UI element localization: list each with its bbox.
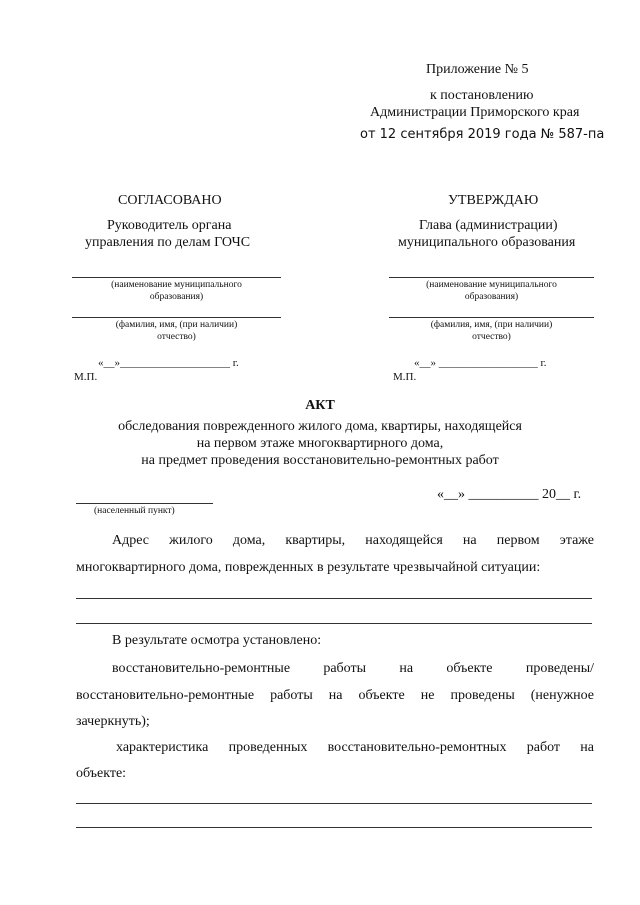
address-line2: многоквартирного дома, поврежденных в результате чрезвычайной ситуации: — [76, 560, 541, 575]
caption-line: (наименование муниципального — [111, 280, 242, 290]
agreed-role-line1: Руководитель органа — [107, 218, 232, 233]
approve-municipality-caption — [389, 279, 594, 303]
approve-stamp-place: М.П. — [393, 371, 417, 383]
characteristic-line2: объекте: — [76, 766, 127, 781]
caption-line: отчество) — [472, 332, 511, 342]
agreed-name-caption — [72, 319, 281, 343]
act-date: «__» __________ 20__ г. — [437, 487, 582, 502]
resolution-date-number: от 12 сентября 2019 года № 587-па — [360, 127, 605, 142]
caption-line: (фамилия, имя, (при наличии) — [430, 320, 553, 330]
resolution-label: к постановлению — [430, 88, 534, 103]
caption-line: (фамилия, имя, (при наличии) — [115, 320, 238, 330]
approve-name-line — [389, 317, 594, 318]
approve-municipality-line — [389, 277, 594, 278]
characteristic-fill-line1 — [76, 803, 592, 804]
works-line2: восстановительно-ремонтные работы на объекте не проведены (ненужное — [76, 688, 594, 703]
administration-name: Администрации Приморского края — [370, 105, 580, 120]
act-subtitle-line3: на предмет проведения восстановительно-ремонтных работ — [141, 453, 499, 468]
caption-line: (наименование муниципального — [426, 280, 557, 290]
caption-line: отчество) — [157, 332, 196, 342]
approve-name-caption — [389, 319, 594, 343]
characteristic-line1: характеристика проведенных восстановительно-ремонтных работ на — [116, 740, 594, 755]
appendix-number: Приложение № 5 — [426, 62, 529, 77]
act-subtitle-line1: обследования поврежденного жилого дома, квартиры, находящейся — [118, 419, 522, 434]
agreed-stamp-place: М.П. — [74, 371, 98, 383]
place-caption: (населенный пункт) — [94, 506, 175, 516]
approve-role-line2: муниципального образования — [398, 235, 576, 250]
place-line — [76, 503, 213, 504]
result-intro: В результате осмотра установлено: — [112, 633, 322, 648]
agreed-municipality-caption — [72, 279, 281, 303]
act-title: АКТ — [305, 398, 335, 413]
approve-date-line: «__» __________________ г. — [414, 357, 547, 369]
characteristic-fill-line2 — [76, 827, 592, 828]
caption-line: образования) — [464, 292, 519, 302]
agreed-role-line2: управления по делам ГОЧС — [85, 235, 251, 250]
approve-role-line1: Глава (администрации) — [419, 218, 558, 233]
agreed-name-line — [72, 317, 281, 318]
works-line3: зачеркнуть); — [76, 714, 150, 729]
agreed-title: СОГЛАСОВАНО — [118, 193, 222, 208]
address-fill-line2 — [76, 623, 592, 624]
approve-title: УТВЕРЖДАЮ — [448, 193, 539, 208]
caption-line: образования) — [149, 292, 204, 302]
agreed-municipality-line — [72, 277, 281, 278]
works-line1: восстановительно-ремонтные работы на объекте проведены/ — [112, 661, 594, 676]
agreed-date-line: «__»____________________ г. — [98, 357, 239, 369]
address-fill-line1 — [76, 598, 592, 599]
act-subtitle-line2: на первом этаже многоквартирного дома, — [196, 436, 444, 451]
address-line1: Адрес жилого дома, квартиры, находящейся на первом этаже — [112, 533, 594, 548]
